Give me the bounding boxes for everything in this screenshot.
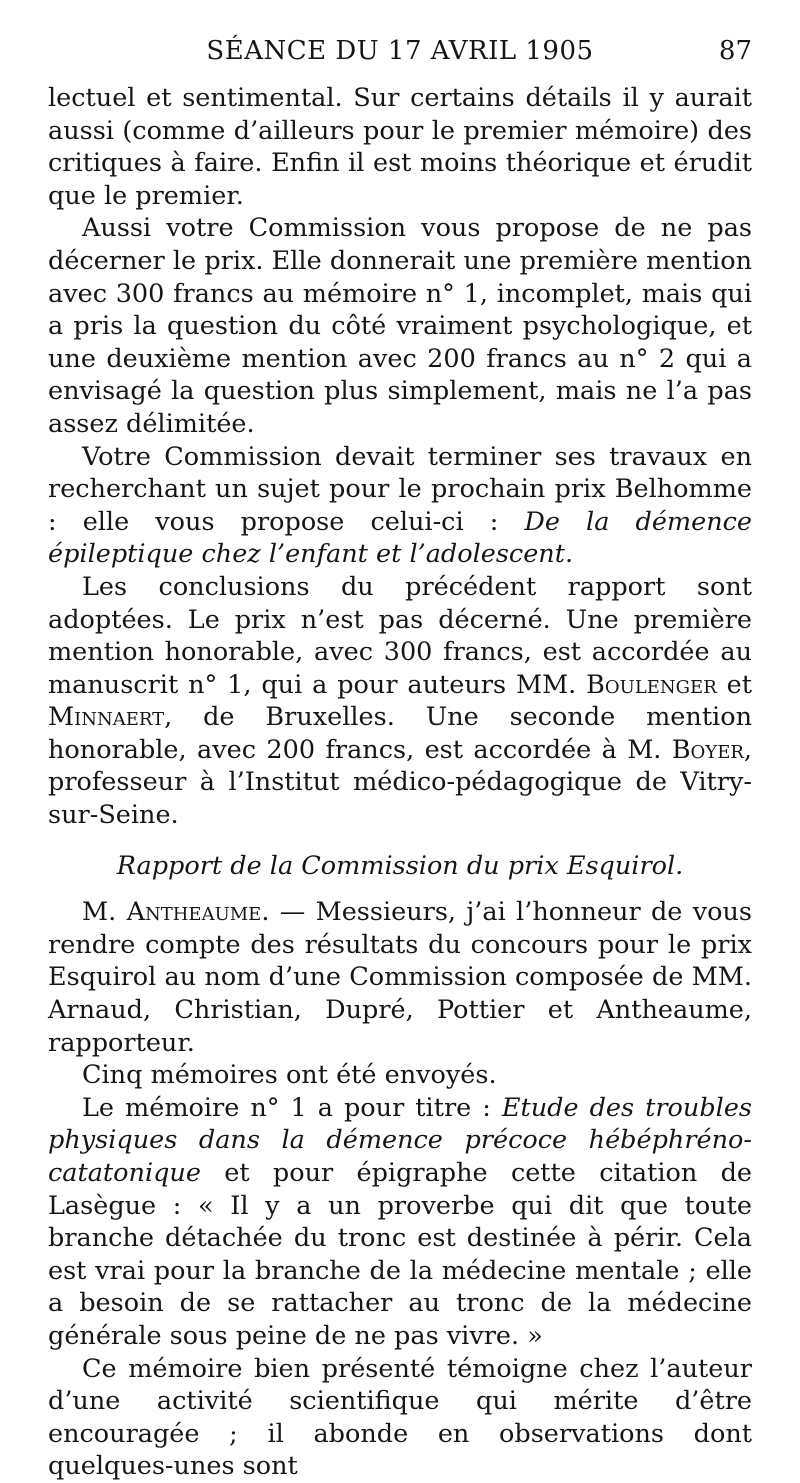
- text-run: Le mémoire n° 1 a pour titre :: [82, 1092, 502, 1123]
- paragraph-continuation: lectuel et sentimental. Sur certains détails il y aurait aussi (comme d’ailleurs pour le premier mémoire) des critiques à faire. Enfin il est moins théorique et érudit que le premier.: [48, 83, 752, 211]
- text-run: , professeur à l’Institut médico-pédagogique de Vitry-sur-Seine.: [48, 734, 752, 831]
- text-run: Votre Commission devait terminer ses travaux en recherchant un sujet pour le prochain prix Belhomme : elle vous propose celui-ci :: [48, 441, 752, 537]
- text-run: et pour épigraphe cette citation de Lasègue : « Il y a un proverbe qui dit que toute branche détachée du tronc est destinée à périr. Cela est vrai pour la branche de la médecine mentale ; elle a besoin de se rattacher au tronc de la médecine générale sous peine de ne pas vivre. »: [48, 1158, 752, 1351]
- page-number: 87: [718, 36, 752, 66]
- author-name: Minnaert: [48, 702, 165, 733]
- text-run: M.: [82, 897, 127, 928]
- paragraph-commission-proposal: Aussi votre Commission vous propose de ne pas décerner le prix. Elle donnerait une première mention avec 300 francs au mémoire n° 1, incomplet, mais qui a pris la question du côté vraiment psychologique, et une deuxième mention avec 200 francs au n° 2 qui a envisagé la question plus simplement, mais ne l’a pas assez délimitée.: [48, 213, 752, 439]
- memoir-title: Etude des troubles physiques dans la démence précoce hébéphréno-catatonique: [48, 1092, 752, 1188]
- paragraph-next-prize-subject: [48, 441, 752, 571]
- section-heading: Rapport de la Commission du prix Esquirol.: [116, 850, 684, 881]
- text-run: , de Bruxelles. Une seconde mention honorable, avec 200 francs, est accordée à M.: [48, 702, 752, 765]
- page-body: [48, 82, 752, 1483]
- paragraph-rapporteur-address: [48, 896, 752, 1059]
- author-name: Boulenger: [586, 669, 717, 700]
- paragraph-conclusions: [48, 571, 752, 832]
- paragraph-memoir-assessment: Ce mémoire bien présenté témoigne chez l’auteur d’une activité scientifique qui mérite d’être encouragée ; il abonde en observations dont quelques-unes sont: [48, 1353, 752, 1482]
- text-run: et: [716, 669, 752, 700]
- paragraph-submissions-count: Cinq mémoires ont été envoyés.: [82, 1060, 497, 1091]
- session-title: SÉANCE DU 17 AVRIL 1905: [206, 36, 594, 66]
- text-run: . — Messieurs, j’ai l’honneur de vous rendre compte des résultats du concours pour le prix Esquirol au nom d’une Commission composée de MM. Arnaud, Christian, Dupré, Pottier et Antheaume, rapporteur.: [48, 897, 752, 1058]
- text-run: Les conclusions du précédent rapport sont adoptées. Le prix n’est pas décerné. Une première mention honorable, avec 300 francs, est accordée au manuscrit n° 1, qui a pour auteurs MM.: [48, 571, 752, 700]
- prize-subject-title: De la démence épileptique chez l’enfant et l’adolescent.: [48, 506, 752, 570]
- running-header: [48, 36, 752, 76]
- paragraph-memoir-one: [48, 1092, 752, 1353]
- author-name: Boyer: [671, 734, 744, 765]
- speaker-name: Antheaume: [126, 897, 262, 928]
